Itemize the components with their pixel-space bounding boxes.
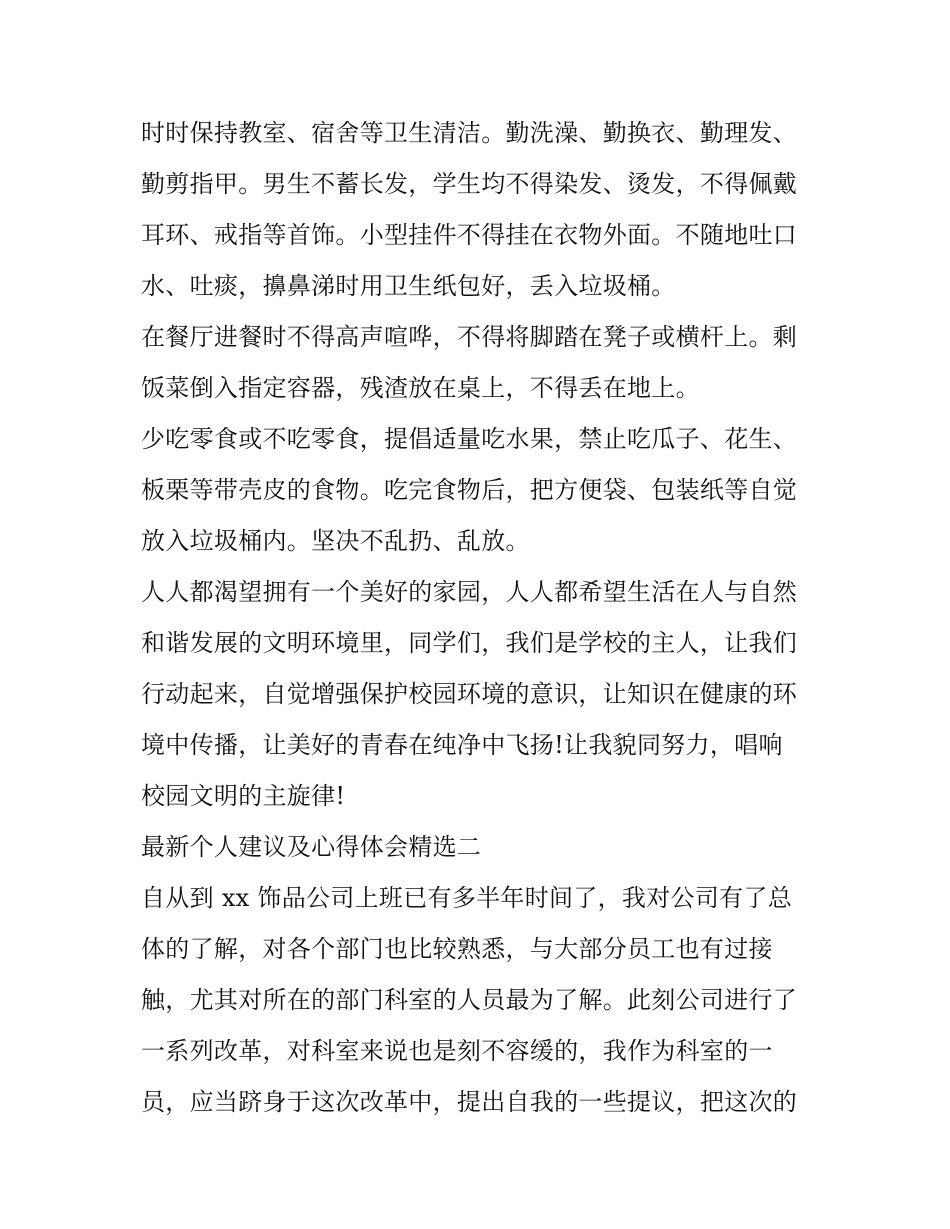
text-line: 饭菜倒入指定容器，残渣放在桌上，不得丢在地上。 [141, 374, 700, 402]
text-line: 行动起来，自觉增强保护校园环境的意识，让知识在健康的环 [141, 680, 798, 708]
text-line: 板栗等带壳皮的食物。吃完食物后，把方便袋、包装纸等自觉 [141, 476, 798, 504]
section-heading: 最新个人建议及心得体会精选二 [141, 833, 482, 861]
text-line: 水、吐痰，擤鼻涕时用卫生纸包好，丢入垃圾桶。 [141, 272, 676, 300]
text-line: 和谐发展的文明环境里，同学们，我们是学校的主人，让我们 [141, 629, 798, 657]
text-line: 境中传播，让美好的青春在纯净中飞扬!让我貌同努力，唱响 [141, 731, 783, 759]
text-line: 触，尤其对所在的部门科室的人员最为了解。此刻公司进行了 [141, 986, 798, 1014]
text-line: 校园文明的主旋律! [141, 782, 346, 810]
body-text [141, 108, 821, 1128]
text-line: 放入垃圾桶内。坚决不乱扔、乱放。 [141, 527, 530, 555]
text-line: 在餐厅进餐时不得高声喧哗，不得将脚踏在凳子或横杆上。剩 [141, 323, 798, 351]
text-line: 人人都渴望拥有一个美好的家园，人人都希望生活在人与自然 [141, 578, 798, 606]
text-line: 少吃零食或不吃零食，提倡适量吃水果，禁止吃瓜子、花生、 [141, 425, 798, 453]
text-line: 耳环、戒指等首饰。小型挂件不得挂在衣物外面。不随地吐口 [141, 221, 798, 249]
text-line: 自从到 xx 饰品公司上班已有多半年时间了，我对公司有了总 [141, 884, 793, 912]
text-line: 一系列改革，对科室来说也是刻不容缓的，我作为科室的一 [141, 1037, 773, 1065]
text-line: 员，应当跻身于这次改革中，提出自我的一些提议，把这次的 [141, 1088, 798, 1116]
text-line: 时时保持教室、宿舍等卫生清洁。勤洗澡、勤换衣、勤理发、 [141, 119, 798, 147]
text-line: 勤剪指甲。男生不蓄长发，学生均不得染发、烫发，不得佩戴 [141, 170, 798, 198]
text-line: 体的了解，对各个部门也比较熟悉，与大部分员工也有过接 [141, 935, 773, 963]
